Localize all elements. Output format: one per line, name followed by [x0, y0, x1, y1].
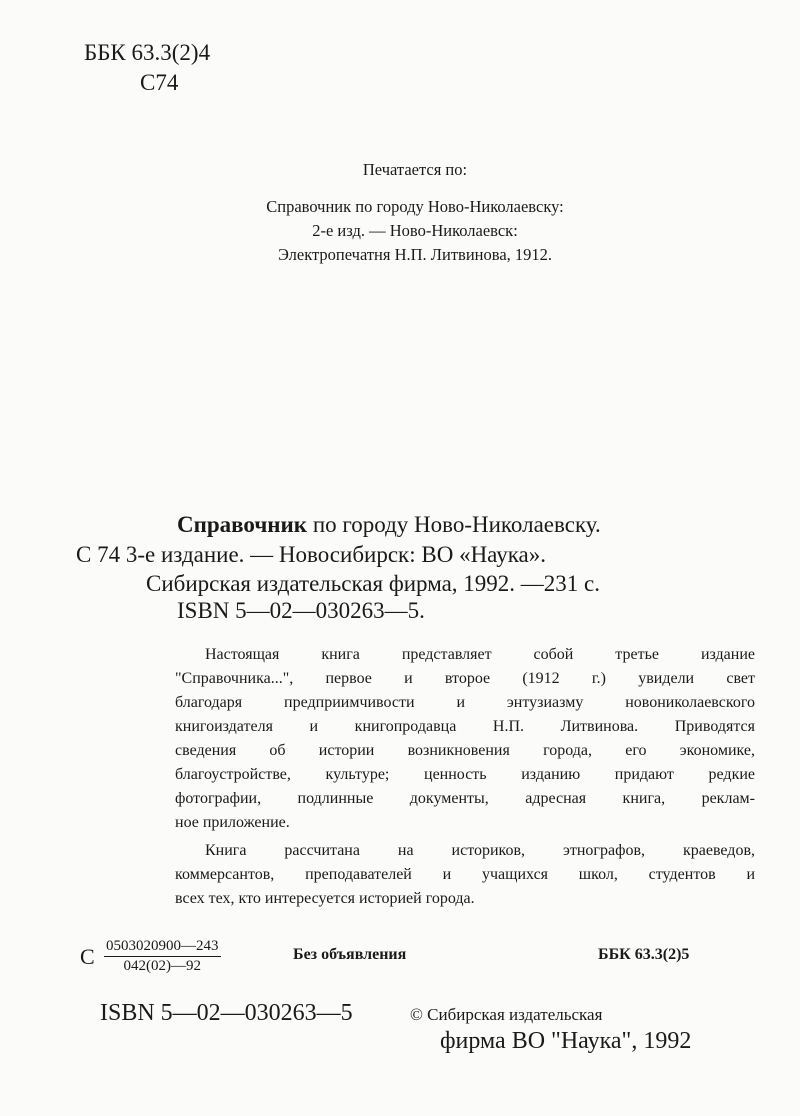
annotation-line: благоустройстве, культуре; ценность изданию придают редкие: [175, 766, 755, 783]
annotation-line: фотографии, подлинные документы, адресная книга, реклам-: [175, 790, 755, 807]
author-code-top: С74: [140, 70, 179, 95]
annotation-line: благодаря предприимчивости и энтузиазму новониколаевского: [175, 694, 755, 711]
printed-from-line: Справочник по городу Ново-Николаевску:: [266, 197, 564, 216]
footer-isbn: ISBN 5—02—030263—5: [100, 1000, 353, 1026]
annotation-line: Настоящая книга представляет собой третье издание: [205, 646, 755, 663]
bbk-index-bottom: ББК 63.3(2)5: [598, 946, 690, 963]
bbk-index-top: ББК 63.3(2)4: [84, 40, 211, 65]
annotation-line: сведения об истории возникновения города, его экономике,: [175, 742, 755, 759]
printed-from-line: Электропечатня Н.П. Литвинова, 1912.: [277, 245, 553, 264]
entry-line2: [76, 542, 546, 568]
footer-letter: С: [80, 944, 95, 969]
no-ads-label: Без объявления: [293, 946, 407, 963]
catalog-fraction: [104, 938, 221, 975]
entry-title-bold: Справочник: [177, 512, 308, 537]
entry-title: [177, 512, 601, 538]
copyright-line: © Сибирская издательская: [410, 1005, 603, 1024]
printed-from-label: Печатается по:: [362, 160, 468, 179]
annotation-line: книгоиздателя и книгопродавца Н.П. Литвинова. Приводятся: [175, 718, 755, 735]
entry-title-rest: по городу Ново-Николаевску.: [312, 512, 601, 537]
annotation-line: всех тех, кто интересуется историей города.: [175, 890, 475, 907]
annotation-line: "Справочника...", первое и второе (1912 г.) увидели свет: [175, 670, 755, 687]
publisher-line: фирма ВО "Наука", 1992: [440, 1028, 692, 1054]
annotation-line: ное приложение.: [175, 814, 290, 831]
fraction-numerator: 0503020900—243: [104, 938, 221, 957]
entry-edition: 3-е издание. — Новосибирск: ВО «Наука».: [125, 542, 546, 567]
annotation-line: коммерсантов, преподавателей и учащихся школ, студентов и: [175, 866, 755, 883]
annotation-line: Книга рассчитана на историков, этнографов, краеведов,: [205, 842, 755, 859]
printed-from-line: 2-е изд. — Ново-Николаевск:: [312, 221, 518, 240]
entry-publisher: Сибирская издательская фирма, 1992. —231 с.: [146, 571, 601, 596]
entry-code: С 74: [76, 542, 121, 567]
entry-isbn: ISBN 5—02—030263—5.: [177, 598, 425, 623]
fraction-denominator: 042(02)—92: [123, 958, 201, 974]
